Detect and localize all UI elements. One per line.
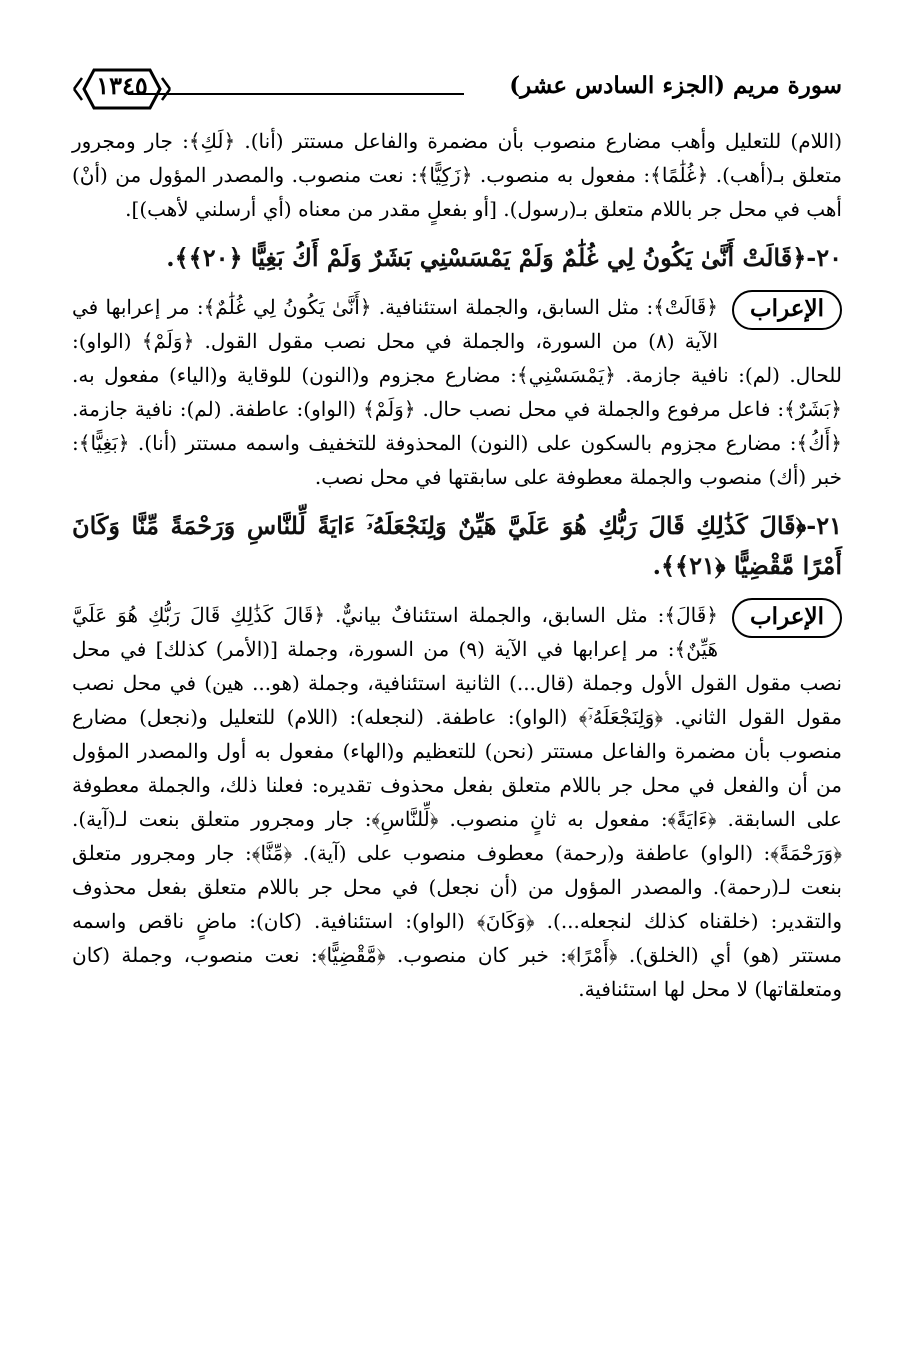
page-content xyxy=(72,124,842,1006)
iraab-label: الإعراب xyxy=(732,598,842,638)
iraab-label: الإعراب xyxy=(732,290,842,330)
iraab-section-20 xyxy=(72,290,842,494)
iraab-text-20: ﴿قَالَتْ﴾: مثل السابق، والجملة استئنافية. ﴿أَنَّىٰ يَكُونُ لِي غُلَٰمٌ﴾: مر إعرابها في الآية (٨) من السورة، والجملة في محل نصب مقول القول. ﴿وَلَمْ﴾ (الواو): للحال. (لم): نافية جازمة. ﴿يَمْسَسْنِي﴾: مضارع مجزوم و(النون) للوقاية و(الياء) مفعول به. ﴿بَشَرٌ﴾: فاعل مرفوع والجملة في محل نصب حال. ﴿وَلَمْ﴾ (الواو): عاطفة. (لم): نافية جازمة. ﴿أَكُ﴾: مضارع مجزوم بالسكون على (النون) المحذوفة للتخفيف واسمه مستتر (أنا). ﴿بَغِيًّا﴾: خبر (أك) منصوب والجملة معطوفة على سابقتها في محل نصب. xyxy=(72,295,843,489)
page-header xyxy=(70,64,842,120)
page-number-frame xyxy=(70,64,174,114)
page-number: ١٣٤٥ xyxy=(96,71,148,100)
verse-21: ٢١-﴿قَالَ كَذَٰلِكِ قَالَ رَبُّكِ هُوَ عَلَيَّ هَيِّنٌ وَلِنَجْعَلَهُۥٓ ءَايَةً لِّلنَّاسِ وَرَحْمَةً مِّنَّا وَكَانَ أَمْرًا مَّقْضِيًّا ﴿٢١﴾﴾. xyxy=(72,511,842,580)
running-title: سورة مريم (الجزء السادس عشر) xyxy=(509,72,842,99)
iraab-section-21 xyxy=(72,598,842,1006)
header-rule xyxy=(128,93,464,95)
verse-20: ٢٠-﴿قَالَتْ أَنَّىٰ يَكُونُ لِي غُلَٰمٌ وَلَمْ يَمْسَسْنِي بَشَرٌ وَلَمْ أَكُ بَغِيًّا ﴿٢٠﴾﴾. xyxy=(166,243,842,272)
iraab-text-21: ﴿قَالَ﴾: مثل السابق، والجملة استئنافٌ بيانيٌّ. ﴿قَالَ كَذَٰلِكِ قَالَ رَبُّكِ هُوَ عَلَيَّ هَيِّنٌ﴾: مر إعرابها في الآية (٩) من السورة، وجملة [(الأمر) كذلك] في محل نصب مقول القول الأول وجملة (قال...) الثانية استئنافية، وجملة (هو... هين) في محل نصب مقول القول الثاني. ﴿وَلِنَجْعَلَهُۥٓ﴾ (الواو): عاطفة. (لنجعله): (اللام) للتعليل و(نجعل) مضارع منصوب بأن مضمرة والفاعل مستتر (نحن) للتعظيم و(الهاء) مفعول به أول والمصدر المؤول من أن والفعل في محل جر باللام متعلق بفعل محذوف تقديره: فعلنا ذلك، والجملة معطوفة على السابقة. ﴿ءَايَةً﴾: مفعول به ثانٍ منصوب. ﴿لِّلنَّاسِ﴾: جار ومجرور متعلق بنعت لـ(آية). ﴿وَرَحْمَةً﴾: (الواو) عاطفة و(رحمة) معطوف منصوب على (آية). ﴿مِّنَّا﴾: جار ومجرور متعلق بنعت لـ(رحمة). والمصدر المؤول من (أن نجعل) في محل جر باللام متعلق بفعل محذوف والتقدير: (خلقناه كذلك لنجعله...). ﴿وَكَانَ﴾ (الواو): استئنافية. (كان): ماضٍ ناقص واسمه مستتر (هو) أي (الخلق). ﴿أَمْرًا﴾: خبر كان منصوب. ﴿مَّقْضِيًّا﴾: نعت منصوب، وجملة (كان ومتعلقاتها) لا محل لها استئنافية. xyxy=(72,603,843,1001)
paragraph-intro: (اللام) للتعليل وأهب مضارع منصوب بأن مضمرة والفاعل مستتر (أنا). ﴿لَكِ﴾: جار ومجرور متعلق بـ(أهب). ﴿غُلَٰمًا﴾: مفعول به منصوب. ﴿زَكِيًّا﴾: نعت منصوب. والمصدر المؤول من (أنْ) أهب في محل جر باللام متعلق بـ(رسول). [أو بفعلٍ مقدر من معناه (أي أرسلني لأهب)]. xyxy=(72,129,842,221)
